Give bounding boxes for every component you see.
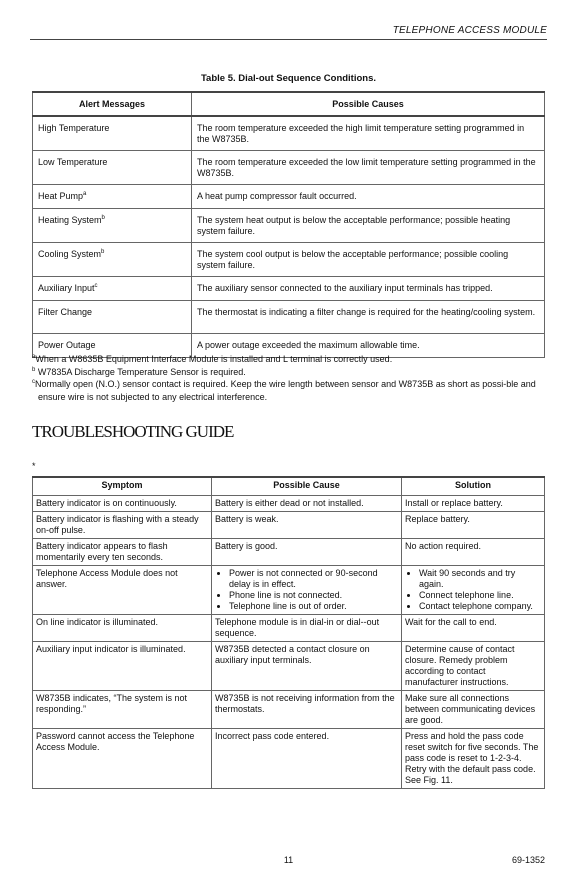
alert-name: Cooling System [38,249,102,259]
list-item: • Wait 90 seconds and try again. [419,568,541,590]
table-row [33,566,545,615]
footnote-mark: b [101,215,105,221]
alert-name: Heating System [38,215,102,225]
alert-cell [33,151,192,185]
symptom-cell: W8735B indicates, “The system is not responding.” [33,691,212,729]
alert-cell [33,209,192,243]
list-item: • Telephone line is out of order. [229,601,398,612]
solution-cell: Press and hold the pass code reset switch for five seconds. The pass code is reset to 1-2-3-4. Retry with the default pass code. See Fig. 11. [402,729,545,789]
cause-cell: Incorrect pass code entered. [212,729,402,789]
footnote-a [32,353,552,366]
cause-cell [212,566,402,615]
header-rule [30,39,547,40]
table-row [33,116,545,151]
cause-cell: W8735B detected a contact closure on auxiliary input terminals. [212,642,402,691]
cause-cell: Battery is either dead or not installed. [212,496,402,512]
alert-cell [33,116,192,151]
footnote-c [32,378,552,403]
alert-cell [33,277,192,301]
table-row [33,729,545,789]
footnote-mark: b [101,249,105,255]
list-item: • Power is not connected or 90-second delay is in effect. [229,568,398,590]
symptom-cell: Battery indicator is on continuously. [33,496,212,512]
solution-cell: Wait for the call to end. [402,615,545,642]
cause-list [215,568,398,612]
solution-list [405,568,541,612]
cause-cell: The system cool output is below the acceptable performance; possible cooling system failure. [192,243,545,277]
solution-cell: Install or replace battery. [402,496,545,512]
symptom-cell: Battery indicator is flashing with a steady on-off pulse. [33,512,212,539]
table-row [33,512,545,539]
footnote-b [32,366,552,379]
footnote-text: Normally open (N.O.) sensor contact is required. Keep the wire length between sensor and W8735B as short as possi-ble and ensure wire is not subjected to any electrical interference. [35,379,536,402]
solution-cell: No action required. [402,539,545,566]
column-header-symptom: Symptom [33,477,212,496]
alert-cell [33,243,192,277]
symptom-cell: On line indicator is illuminated. [33,615,212,642]
cause-cell: The room temperature exceeded the low limit temperature setting programmed in the W8735B. [192,151,545,185]
alert-name: Low Temperature [38,157,108,167]
alert-name: Filter Change [38,307,93,317]
column-header-causes: Possible Causes [192,92,545,116]
cause-cell: Battery is good. [212,539,402,566]
table-row [33,243,545,277]
alert-name: Heat Pump [38,191,84,201]
document-number: 69-1352 [511,855,545,865]
table5-caption: Table 5. Dial-out Sequence Conditions. [200,73,377,84]
column-header-alert: Alert Messages [33,92,192,116]
troubleshooting-table [32,476,545,789]
solution-cell: Determine cause of contact closure. Remedy problem according to contact manufacturer instructions. [402,642,545,691]
list-item: • Contact telephone company. [419,601,541,612]
table-row [33,539,545,566]
footnote-mark: c [32,379,35,385]
footnote-mark: a [32,354,36,360]
footnote-mark: c [94,283,98,289]
list-item: • Connect telephone line. [419,590,541,601]
cause-cell: The room temperature exceeded the high limit temperature setting programmed in the W8735B. [192,116,545,151]
table-header-row [33,477,545,496]
alert-name: Power Outage [38,340,96,350]
cause-cell: The thermostat is indicating a filter change is required for the heating/cooling system. [192,301,545,334]
table-row [33,185,545,209]
footnote-mark: a [83,191,87,197]
alert-cell [33,185,192,209]
cause-cell: The system heat output is below the acceptable performance; possible heating system failure. [192,209,545,243]
page-number: 11 [283,855,294,865]
table-row [33,496,545,512]
column-header-solution: Solution [402,477,545,496]
list-item: • Phone line is not connected. [229,590,398,601]
table-row [33,277,545,301]
dial-out-conditions-table [32,91,545,358]
cause-cell: A heat pump compressor fault occurred. [192,185,545,209]
footnote-text: W7835A Discharge Temperature Sensor is required. [35,366,246,377]
footnote-text: When a W8635B Equipment Interface Module is installed and L terminal is correctly used. [35,354,393,364]
footnote-mark: b [32,366,36,373]
cause-cell: W8735B is not receiving information from the thermostats. [212,691,402,729]
symptom-cell: Auxiliary input indicator is illuminated. [33,642,212,691]
cause-cell: Telephone module is in dial-in or dial--out sequence. [212,615,402,642]
solution-cell: Make sure all connections between communicating devices are good. [402,691,545,729]
symptom-cell: Password cannot access the Telephone Access Module. [33,729,212,789]
symptom-cell: Battery indicator appears to flash momentarily every ten seconds. [33,539,212,566]
symptom-cell: Telephone Access Module does not answer. [33,566,212,615]
table-footnotes [32,353,552,403]
table-row [33,691,545,729]
alert-cell [33,301,192,334]
solution-cell [402,566,545,615]
cause-cell: Battery is weak. [212,512,402,539]
solution-cell: Replace battery. [402,512,545,539]
cause-cell: A power outage exceeded the maximum allowable time. [192,334,545,358]
table-row [33,615,545,642]
alert-name: Auxiliary Input [38,283,95,293]
alert-name: High Temperature [38,123,110,133]
table-header-row [33,92,545,116]
page-header-title: TELEPHONE ACCESS MODULE [392,25,547,36]
cause-cell: The auxiliary sensor connected to the auxiliary input terminals has tripped. [192,277,545,301]
column-header-cause: Possible Cause [212,477,402,496]
section-title: TROUBLESHOOTING GUIDE [32,422,234,441]
table-row [33,209,545,243]
table-row [33,151,545,185]
asterisk-mark: * [32,461,36,471]
table-row [33,642,545,691]
table-row [33,301,545,334]
